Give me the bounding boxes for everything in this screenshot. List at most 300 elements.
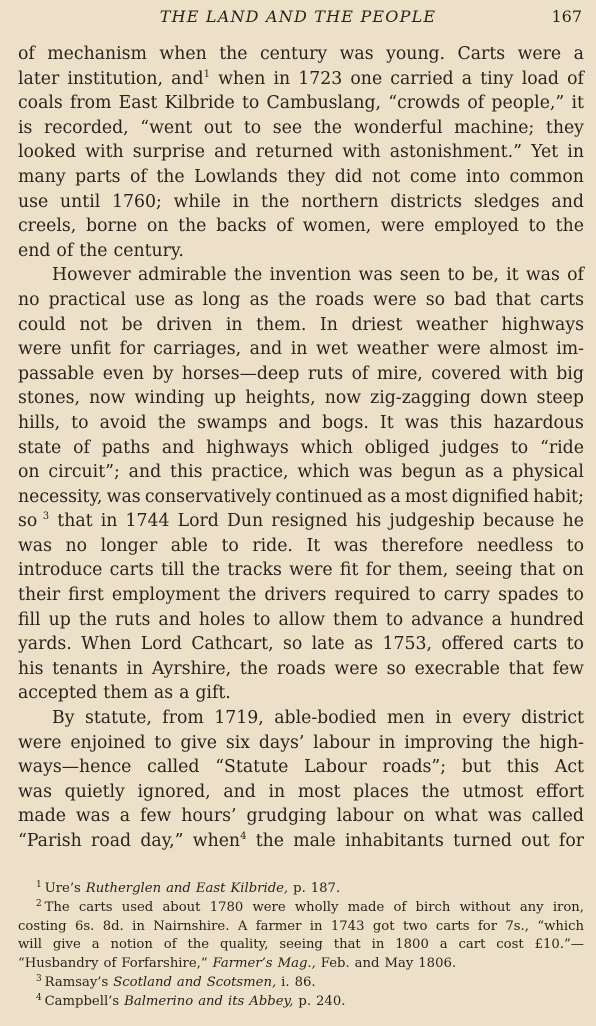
- word: Kilbride: [164, 93, 235, 114]
- word: high-: [539, 732, 584, 753]
- word: come: [409, 166, 457, 187]
- footnote-word: Nairnshire.: [153, 918, 230, 934]
- word: improving: [404, 732, 494, 753]
- word: and: [214, 142, 247, 163]
- word: they: [545, 117, 584, 138]
- footnote-word: Feb.: [320, 956, 350, 972]
- word: and: [249, 339, 283, 360]
- word: so $^3$: [18, 511, 50, 532]
- word: in: [126, 658, 144, 679]
- word: male: [293, 831, 336, 851]
- word: of: [56, 240, 74, 261]
- footnote-word: will: [18, 937, 42, 953]
- word: able: [170, 535, 208, 556]
- word: be,: [472, 265, 499, 286]
- word: were: [289, 560, 333, 581]
- footnote-word: cost: [496, 937, 524, 953]
- word: hazardous: [493, 412, 584, 433]
- footnote-word: i.: [281, 974, 290, 990]
- word: to: [221, 535, 239, 556]
- word: for: [365, 560, 391, 581]
- footnote-word: notion: [110, 937, 153, 953]
- word: weather: [356, 339, 429, 360]
- body-line: [18, 91, 584, 116]
- word: few: [552, 658, 584, 679]
- word: them,: [398, 560, 449, 581]
- word: carts: [513, 634, 558, 655]
- word: When: [81, 634, 132, 655]
- word: see: [272, 117, 303, 138]
- word: bad: [454, 289, 487, 310]
- body-line: [18, 632, 584, 657]
- word: district: [521, 708, 584, 729]
- word: conservatively: [144, 486, 272, 507]
- word: that: [508, 658, 544, 679]
- footnote-word: in: [371, 937, 385, 953]
- footnote-word: got: [372, 918, 395, 934]
- word: now: [89, 388, 126, 409]
- body-line: [18, 313, 584, 338]
- word: this: [170, 462, 203, 483]
- footnote-word: 6s.: [74, 918, 95, 934]
- footnote-line: [18, 899, 584, 918]
- word: called: [531, 806, 584, 827]
- word: the: [178, 216, 207, 237]
- footnote-word: Farmer’s: [212, 956, 273, 972]
- footnote-number: 4: [36, 992, 45, 1003]
- footnote-word: 86.: [294, 974, 316, 990]
- word: fit: [339, 560, 359, 581]
- word: to: [566, 634, 584, 655]
- word: first: [68, 585, 104, 606]
- word: as: [174, 289, 194, 310]
- word: in: [273, 68, 291, 89]
- word: the: [78, 609, 108, 630]
- word: when: [218, 68, 266, 89]
- word: labour: [313, 732, 370, 753]
- footnote-word: p.: [293, 881, 306, 896]
- word: were: [18, 732, 62, 753]
- word: their: [18, 585, 61, 606]
- word: returned: [255, 142, 334, 163]
- word: weather: [415, 314, 488, 335]
- footnote-word: $^3$ Ramsay’s: [36, 973, 109, 990]
- word: them.: [256, 314, 307, 335]
- word: surprise: [132, 142, 206, 163]
- word: grudging: [246, 806, 327, 827]
- word: called: [147, 757, 200, 778]
- word: to: [243, 117, 262, 138]
- word: Cambuslang,: [266, 93, 382, 114]
- footnote-number: 1: [36, 880, 45, 890]
- word: is: [18, 117, 33, 138]
- body-line: [18, 558, 584, 583]
- word: to: [528, 216, 546, 237]
- word: of: [351, 363, 369, 384]
- word: made: [18, 806, 66, 827]
- word: now: [324, 388, 362, 409]
- word: Yet: [531, 142, 559, 163]
- word: and: [551, 191, 584, 212]
- word: Act: [554, 757, 584, 778]
- footnote-word: £10.”—: [534, 937, 584, 953]
- footnote-word: its: [228, 993, 245, 1009]
- word: resigned: [271, 511, 348, 532]
- footnote-word: a: [91, 937, 100, 953]
- word: was: [106, 486, 141, 507]
- word: use: [134, 289, 166, 310]
- footnote-word: quality,: [220, 937, 269, 953]
- word: out: [203, 117, 233, 138]
- word: “crowds: [388, 93, 461, 114]
- footnote-word: of: [103, 956, 117, 972]
- body-line: [18, 509, 584, 534]
- word: in: [567, 142, 584, 163]
- word: to: [510, 437, 529, 458]
- word: into: [466, 166, 501, 187]
- footnote-word: of: [163, 937, 177, 953]
- body-line: [18, 140, 584, 165]
- footnote-word: “which: [537, 918, 584, 934]
- footnote-word: of: [393, 899, 407, 915]
- footnote-word: give: [52, 937, 81, 953]
- word: almost: [489, 339, 548, 360]
- word: However: [52, 265, 131, 286]
- word: for: [119, 339, 145, 360]
- word: turned: [453, 831, 512, 851]
- word: even: [102, 363, 145, 384]
- word: no: [65, 535, 88, 556]
- word: practical: [48, 289, 126, 310]
- word: by: [152, 363, 174, 384]
- body-line: [18, 42, 584, 67]
- footnote-word: 1806.: [418, 956, 457, 972]
- word: to: [566, 585, 584, 606]
- footnote-line: [18, 974, 584, 993]
- footnote-word: $^1$ Ure’s: [36, 880, 81, 896]
- word: to: [447, 265, 465, 286]
- word: was: [487, 806, 522, 827]
- word: to: [566, 535, 584, 556]
- word: he: [562, 511, 584, 532]
- word: to: [385, 609, 404, 630]
- word: the: [555, 216, 584, 237]
- word: places: [353, 781, 409, 802]
- footnote-word: any: [519, 899, 544, 915]
- word: a: [461, 68, 473, 89]
- word: the: [277, 289, 307, 310]
- word: as: [249, 289, 269, 310]
- word: hours’: [181, 806, 237, 827]
- word: required: [334, 585, 411, 606]
- word: the: [239, 658, 269, 679]
- word: to: [241, 93, 260, 114]
- footnote-word: Scotland: [113, 974, 172, 990]
- body-line: [18, 583, 584, 608]
- word: most: [404, 486, 448, 507]
- body-line: [18, 731, 584, 756]
- word: days’: [258, 732, 305, 753]
- word: down: [480, 388, 528, 409]
- footnote-word: p.: [298, 993, 312, 1009]
- word: carts: [109, 560, 154, 581]
- footnote-word: Mag.,: [277, 956, 316, 972]
- word: employment: [111, 585, 220, 606]
- body-line: [18, 681, 584, 706]
- word: Lowlands: [194, 166, 278, 187]
- word: able-bodied: [274, 708, 377, 729]
- footnote-word: Balmerino: [124, 993, 194, 1009]
- footnote-word: a: [439, 937, 448, 953]
- footnote-word: $^4$ Campbell’s: [36, 992, 120, 1009]
- word: and: [278, 412, 311, 433]
- word: therefore: [381, 535, 464, 556]
- word: the: [191, 560, 221, 581]
- word: districts: [390, 191, 463, 212]
- word: as: [366, 486, 387, 507]
- word: on: [18, 462, 40, 483]
- word: roads: [315, 289, 365, 310]
- word: northern: [301, 191, 379, 212]
- word: “Statute: [215, 757, 289, 778]
- word: was: [18, 535, 52, 556]
- word: utmost: [462, 781, 524, 802]
- page-number: 167: [551, 7, 582, 26]
- word: a: [573, 44, 584, 64]
- word: his: [18, 658, 44, 679]
- word: im-: [556, 339, 584, 360]
- footnote-word: May: [384, 956, 414, 972]
- word: because: [482, 511, 555, 532]
- word: of: [567, 265, 584, 286]
- body-line: [18, 116, 584, 141]
- word: dignified: [451, 486, 529, 507]
- word: Dun: [226, 511, 264, 532]
- footnote-word: A: [237, 918, 248, 934]
- word: while: [173, 191, 221, 212]
- footnote-number: 2: [36, 898, 45, 909]
- word: of: [276, 216, 294, 237]
- word: ruts: [115, 609, 151, 630]
- word: judgeship: [389, 511, 475, 532]
- footnote-word: and: [176, 974, 202, 990]
- word: were: [334, 658, 378, 679]
- word: hills,: [18, 412, 61, 433]
- body-line: [18, 337, 584, 362]
- word: statute,: [84, 708, 152, 729]
- word: It: [379, 412, 394, 433]
- word: that: [495, 289, 531, 310]
- word: institution,: [67, 68, 163, 89]
- word: the: [233, 265, 263, 286]
- word: machine;: [454, 117, 535, 138]
- word: big: [556, 363, 584, 384]
- word: was: [525, 265, 560, 286]
- word: 1753,: [382, 634, 432, 655]
- word: holes: [198, 609, 246, 630]
- body-line: [18, 239, 584, 264]
- word: were: [373, 289, 417, 310]
- word: so: [425, 289, 445, 310]
- word: and: [158, 609, 191, 630]
- word: backs: [216, 216, 267, 237]
- word: the: [228, 585, 257, 606]
- word: Lord: [140, 634, 182, 655]
- word: was: [404, 412, 439, 433]
- word: was: [18, 781, 52, 802]
- word: avoid: [99, 412, 147, 433]
- word: of: [130, 166, 147, 187]
- word: end: [18, 240, 51, 261]
- footnote-word: 7s.,: [505, 918, 529, 934]
- word: horses—deep: [181, 363, 300, 384]
- word: in: [378, 732, 396, 753]
- footnote-word: for: [477, 918, 497, 934]
- footnote-line: [18, 955, 584, 974]
- body-line: [18, 460, 584, 485]
- word: a: [492, 462, 504, 483]
- footnote-reference: 3: [42, 511, 50, 523]
- word: his: [355, 511, 382, 532]
- word: no: [18, 289, 40, 310]
- word: 1719,: [214, 708, 264, 729]
- word: invention: [269, 265, 352, 286]
- word: but: [461, 757, 491, 778]
- word: one: [350, 68, 383, 89]
- word: circuit”;: [48, 462, 120, 483]
- word: the: [157, 412, 186, 433]
- word: not: [371, 166, 401, 187]
- body-line: [18, 608, 584, 633]
- word: obliged: [364, 437, 430, 458]
- word: seeing: [455, 560, 513, 581]
- word: practice,: [211, 462, 289, 483]
- word: of: [567, 68, 584, 89]
- footnote-word: birch: [415, 899, 451, 915]
- word: in: [232, 191, 250, 212]
- word: on: [562, 560, 584, 581]
- footnote-word: carts: [435, 918, 470, 934]
- body-line: [18, 706, 584, 731]
- word: were: [380, 216, 425, 237]
- word: a: [390, 486, 401, 507]
- footnote-word: “Husbandry: [18, 956, 99, 972]
- footnote-word: 240.: [316, 993, 346, 1009]
- word: continued: [275, 486, 363, 507]
- running-head: THE LAND AND THE PEOPLE: [159, 7, 437, 26]
- word: of: [18, 44, 35, 64]
- word: in: [435, 708, 452, 729]
- word: “Parish: [18, 831, 82, 851]
- footnote-word: 1743: [330, 918, 365, 934]
- footnote-word: 1780: [209, 899, 244, 915]
- word: coals: [18, 93, 63, 114]
- word: young.: [386, 44, 446, 64]
- body-line: [18, 165, 584, 190]
- word: carry: [443, 585, 491, 606]
- word: zig-zagging: [370, 388, 471, 409]
- word: passable: [18, 363, 95, 384]
- word: later: [18, 68, 60, 89]
- word: road: [91, 831, 132, 851]
- footnote-word: used: [121, 899, 154, 915]
- word: was: [333, 535, 368, 556]
- word: Carts: [457, 44, 506, 64]
- word: carriages,: [153, 339, 242, 360]
- word: could: [18, 314, 66, 335]
- word: necessity,: [18, 486, 103, 507]
- word: roads: [276, 658, 326, 679]
- word: from: [70, 93, 112, 114]
- footnote-word: Forfarshire,”: [121, 956, 208, 972]
- word: men: [387, 708, 425, 729]
- word: swamps: [197, 412, 268, 433]
- footnote-reference: 4: [240, 831, 247, 842]
- word: covered: [431, 363, 501, 384]
- word: it: [506, 265, 519, 286]
- body-line: [18, 362, 584, 387]
- word: were: [517, 44, 562, 64]
- word: state: [18, 437, 62, 458]
- footnote-word: 8d.: [102, 918, 124, 934]
- word: the: [313, 117, 342, 138]
- word: Labour: [304, 757, 367, 778]
- word: did: [334, 166, 363, 187]
- word: people,”: [491, 93, 565, 114]
- word: wonderful: [353, 117, 443, 138]
- footnote-word: the: [187, 937, 210, 953]
- word: when: [159, 44, 207, 64]
- word: to: [253, 609, 271, 630]
- word: 1760;: [112, 191, 162, 212]
- word: yards.: [18, 634, 72, 655]
- word: wet: [316, 339, 348, 360]
- word: women,: [302, 216, 372, 237]
- word: was: [358, 462, 393, 483]
- word: admirable: [138, 265, 227, 286]
- body-line: [18, 386, 584, 411]
- footnote-word: 1800: [395, 937, 429, 953]
- word: offered: [441, 634, 504, 655]
- body-line: [18, 780, 584, 805]
- word: tenants: [52, 658, 118, 679]
- footnote-line: [18, 936, 584, 955]
- footnote-word: two: [402, 918, 428, 934]
- word: few: [139, 806, 172, 827]
- word: as: [464, 462, 485, 483]
- footnote-word: and: [198, 993, 223, 1009]
- word: as: [353, 634, 374, 655]
- word: be: [121, 314, 143, 335]
- body-line: [18, 214, 584, 239]
- word: the: [219, 44, 248, 64]
- word: and: [161, 437, 195, 458]
- page-header: [0, 4, 596, 30]
- footnotes: [18, 880, 584, 1012]
- word: was: [339, 44, 374, 64]
- body-line: [18, 485, 584, 510]
- word: it: [571, 93, 584, 114]
- word: this: [449, 412, 483, 433]
- word: were: [18, 339, 62, 360]
- body-line: [18, 436, 584, 461]
- word: seen: [399, 265, 441, 286]
- word: till: [160, 560, 185, 581]
- word: roads”;: [382, 757, 447, 778]
- word: long: [202, 289, 241, 310]
- word: the: [261, 191, 290, 212]
- word: from: [162, 708, 204, 729]
